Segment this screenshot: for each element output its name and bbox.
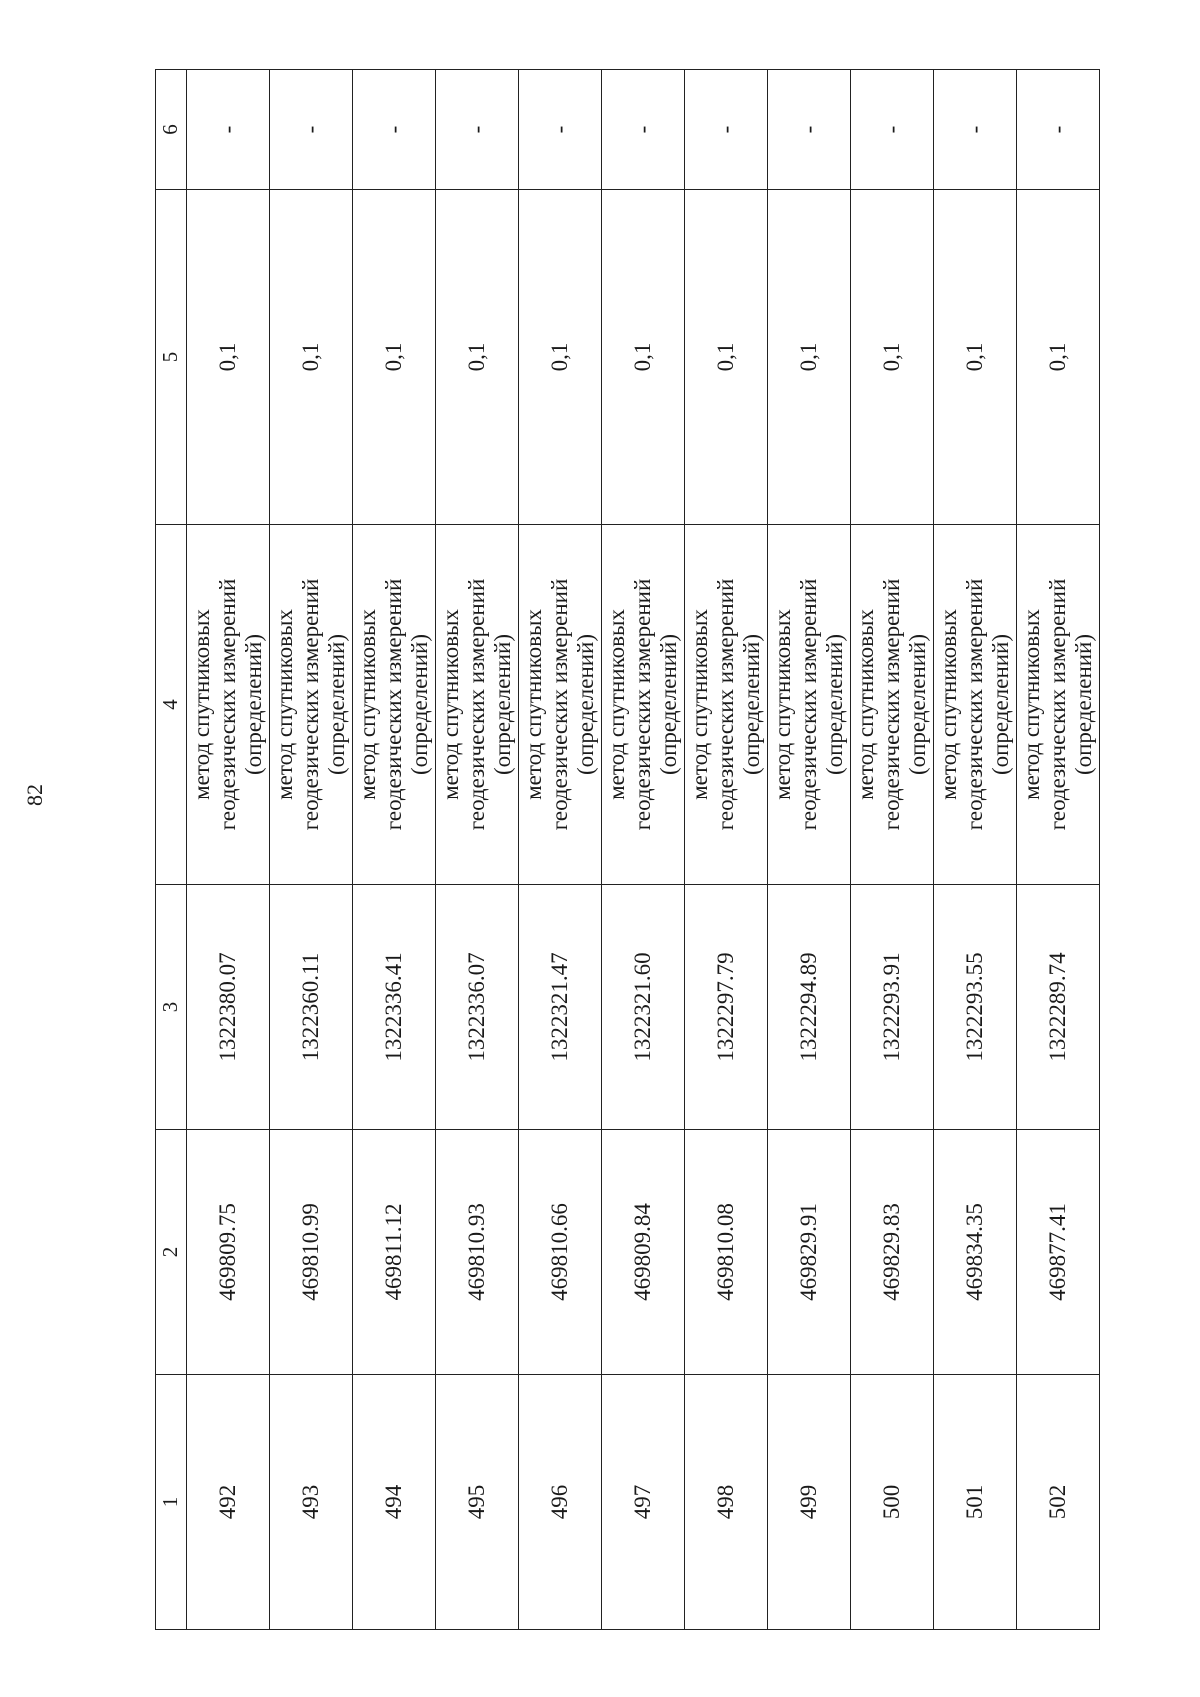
table-rotation-container <box>155 70 1100 1630</box>
method-text <box>521 579 598 831</box>
point-number-cell: 495 <box>436 1375 519 1630</box>
table-row <box>519 70 602 1630</box>
method-text <box>853 579 930 831</box>
table-row <box>1017 70 1100 1630</box>
point-number-cell: 497 <box>602 1375 685 1630</box>
accuracy-cell: 0,1 <box>685 190 768 525</box>
method-line: метод спутниковых <box>936 609 962 800</box>
accuracy-cell: 0,1 <box>1017 190 1100 525</box>
column-number-2: 2 <box>156 1130 187 1375</box>
point-number-cell: 499 <box>768 1375 851 1630</box>
method-line: метод спутниковых <box>189 609 215 800</box>
method-text <box>272 579 349 831</box>
method-line: геодезических измерений <box>879 578 905 831</box>
method-line: геодезических измерений <box>547 578 573 831</box>
table-row <box>768 70 851 1630</box>
method-cell <box>685 525 768 885</box>
y-coordinate-cell: 1322380.07 <box>187 885 270 1130</box>
x-coordinate-cell: 469829.83 <box>851 1130 934 1375</box>
table-row <box>270 70 353 1630</box>
point-number-cell: 498 <box>685 1375 768 1630</box>
table-row <box>685 70 768 1630</box>
accuracy-cell: 0,1 <box>851 190 934 525</box>
method-line: (определений) <box>904 633 930 776</box>
method-line: геодезических измерений <box>796 578 822 831</box>
method-cell <box>353 525 436 885</box>
method-text <box>770 579 847 831</box>
method-line: геодезических измерений <box>464 578 490 831</box>
x-coordinate-cell: 469809.75 <box>187 1130 270 1375</box>
table-row <box>187 70 270 1630</box>
y-coordinate-cell: 1322297.79 <box>685 885 768 1130</box>
method-line: геодезических измерений <box>962 578 988 831</box>
point-number-cell: 502 <box>1017 1375 1100 1630</box>
method-line: метод спутниковых <box>853 609 879 800</box>
method-text <box>438 579 515 831</box>
method-line: метод спутниковых <box>770 609 796 800</box>
method-cell <box>851 525 934 885</box>
y-coordinate-cell: 1322293.91 <box>851 885 934 1130</box>
note-cell: - <box>685 70 768 190</box>
method-line: метод спутниковых <box>1019 609 1045 800</box>
accuracy-cell: 0,1 <box>934 190 1017 525</box>
method-line: (определений) <box>406 633 432 776</box>
point-number-cell: 493 <box>270 1375 353 1630</box>
method-line: геодезических измерений <box>381 578 407 831</box>
accuracy-cell: 0,1 <box>187 190 270 525</box>
column-number-6: 6 <box>156 70 187 190</box>
method-line: геодезических измерений <box>215 578 241 831</box>
method-text <box>604 579 681 831</box>
y-coordinate-cell: 1322321.60 <box>602 885 685 1130</box>
y-coordinate-cell: 1322293.55 <box>934 885 1017 1130</box>
point-number-cell: 500 <box>851 1375 934 1630</box>
table-row <box>353 70 436 1630</box>
method-cell <box>934 525 1017 885</box>
method-cell <box>602 525 685 885</box>
note-cell: - <box>187 70 270 190</box>
method-line: (определений) <box>489 633 515 776</box>
method-line: (определений) <box>655 633 681 776</box>
column-number-1: 1 <box>156 1375 187 1630</box>
method-line: метод спутниковых <box>521 609 547 800</box>
x-coordinate-cell: 469810.66 <box>519 1130 602 1375</box>
method-text <box>355 579 432 831</box>
point-number-cell: 494 <box>353 1375 436 1630</box>
table-row <box>602 70 685 1630</box>
method-line: геодезических измерений <box>1045 578 1071 831</box>
x-coordinate-cell: 469810.93 <box>436 1130 519 1375</box>
page-number: 82 <box>22 784 47 806</box>
method-line: (определений) <box>738 633 764 776</box>
x-coordinate-cell: 469877.41 <box>1017 1130 1100 1375</box>
method-line: геодезических измерений <box>630 578 656 831</box>
y-coordinate-cell: 1322336.41 <box>353 885 436 1130</box>
x-coordinate-cell: 469829.91 <box>768 1130 851 1375</box>
y-coordinate-cell: 1322294.89 <box>768 885 851 1130</box>
method-cell <box>1017 525 1100 885</box>
coordinates-table <box>155 69 1100 1630</box>
method-cell <box>768 525 851 885</box>
method-line: (определений) <box>1070 633 1096 776</box>
method-line: (определений) <box>240 633 266 776</box>
method-cell <box>187 525 270 885</box>
x-coordinate-cell: 469809.84 <box>602 1130 685 1375</box>
accuracy-cell: 0,1 <box>519 190 602 525</box>
table-row <box>436 70 519 1630</box>
y-coordinate-cell: 1322336.07 <box>436 885 519 1130</box>
note-cell: - <box>851 70 934 190</box>
note-cell: - <box>436 70 519 190</box>
method-cell <box>270 525 353 885</box>
note-cell: - <box>270 70 353 190</box>
note-cell: - <box>519 70 602 190</box>
point-number-cell: 492 <box>187 1375 270 1630</box>
method-line: (определений) <box>572 633 598 776</box>
method-line: метод спутниковых <box>687 609 713 800</box>
table-row <box>934 70 1017 1630</box>
column-number-4: 4 <box>156 525 187 885</box>
x-coordinate-cell: 469810.08 <box>685 1130 768 1375</box>
accuracy-cell: 0,1 <box>353 190 436 525</box>
method-line: (определений) <box>821 633 847 776</box>
method-line: (определений) <box>323 633 349 776</box>
note-cell: - <box>1017 70 1100 190</box>
method-cell <box>436 525 519 885</box>
method-line: метод спутниковых <box>272 609 298 800</box>
coordinates-table-frame <box>155 70 1100 1630</box>
y-coordinate-cell: 1322360.11 <box>270 885 353 1130</box>
x-coordinate-cell: 469811.12 <box>353 1130 436 1375</box>
note-cell: - <box>602 70 685 190</box>
method-line: (определений) <box>987 633 1013 776</box>
accuracy-cell: 0,1 <box>602 190 685 525</box>
method-text <box>189 579 266 831</box>
method-line: геодезических измерений <box>298 578 324 831</box>
accuracy-cell: 0,1 <box>270 190 353 525</box>
note-cell: - <box>353 70 436 190</box>
method-text <box>687 579 764 831</box>
method-text <box>1019 579 1096 831</box>
column-number-5: 5 <box>156 190 187 525</box>
point-number-cell: 496 <box>519 1375 602 1630</box>
table-header-row <box>156 70 187 1630</box>
note-cell: - <box>768 70 851 190</box>
table-row <box>851 70 934 1630</box>
note-cell: - <box>934 70 1017 190</box>
x-coordinate-cell: 469810.99 <box>270 1130 353 1375</box>
accuracy-cell: 0,1 <box>436 190 519 525</box>
method-cell <box>519 525 602 885</box>
method-line: метод спутниковых <box>355 609 381 800</box>
y-coordinate-cell: 1322289.74 <box>1017 885 1100 1130</box>
x-coordinate-cell: 469834.35 <box>934 1130 1017 1375</box>
point-number-cell: 501 <box>934 1375 1017 1630</box>
column-number-3: 3 <box>156 885 187 1130</box>
accuracy-cell: 0,1 <box>768 190 851 525</box>
method-line: метод спутниковых <box>438 609 464 800</box>
method-line: геодезических измерений <box>713 578 739 831</box>
method-line: метод спутниковых <box>604 609 630 800</box>
method-text <box>936 579 1013 831</box>
y-coordinate-cell: 1322321.47 <box>519 885 602 1130</box>
